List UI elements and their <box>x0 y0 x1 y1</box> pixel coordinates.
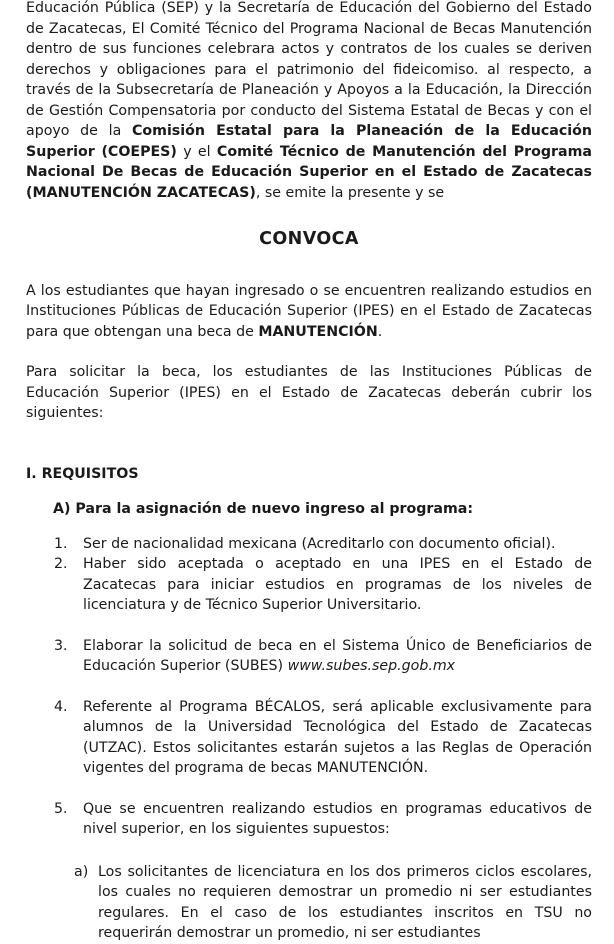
list-item <box>26 534 592 555</box>
list-item-text: Elaborar la solicitud de beca en el Sistema Único de Beneficiarios de Educación Superior (SUBES) <box>83 637 592 674</box>
intro-text-1: Educación Pública (SEP) y la Secretaría de Educación del Gobierno del Estado de Zacatecas, El Comité Técnico del Programa Nacional de Becas Manutención dentro de sus funciones celebrara actos y contratos de los cuales se deriven derechos y obligaciones para el patrimonio del fideicomiso. al respecto, a través de la Subsecretaría de Planeación y Apoyos a la Educación, la Dirección de Gestión Compensatoria por conducto del Sistema Estatal de Becas y con el apoyo de la <box>26 0 592 139</box>
sub-list-item <box>26 862 592 944</box>
sub-list-item-letter: a) <box>74 863 89 880</box>
list-item-number: 5. <box>54 800 68 817</box>
list-item <box>26 799 592 840</box>
convocation-end: . <box>377 323 383 340</box>
list-item-text: Referente al Programa BÉCALOS, será aplicable exclusivamente para alumnos de la Universidad Tecnológica del Estado de Zacatecas (UTZAC). Estos solicitantes estarán sujetos a las Reglas de Operación vigentes del programa de becas MANUTENCIÓN. <box>83 698 592 776</box>
intro-text-2: y el <box>176 143 217 160</box>
intro-text-3: , se emite la presente y se <box>255 184 445 201</box>
list-item-number: 4. <box>54 698 68 715</box>
list-item <box>26 697 592 779</box>
list-item <box>26 554 592 616</box>
sub-list-item-text: Los solicitantes de licenciatura en los dos primeros ciclos escolares, los cuales no requieren demostrar un promedio ni ser estudiantes regulares. En el caso de los estudiantes inscritos en TSU no requerirán demostrar un promedio, ni ser estudiantes <box>98 863 592 941</box>
list-item <box>26 636 592 677</box>
list-item-text: Haber sido aceptada o aceptado en una IPES en el Estado de Zacatecas para iniciar estudios en programas de los niveles de licenciatura y de Técnico Superior Universitario. <box>83 556 592 613</box>
list-item-number: 1. <box>54 535 68 552</box>
list-item-number: 3. <box>54 637 68 654</box>
document-page <box>26 0 592 944</box>
convoca-title: CONVOCA <box>259 229 359 249</box>
request-paragraph: Para solicitar la beca, los estudiantes de las Instituciones Públicas de Educación Superior (IPES) en el Estado de Zacatecas deberán cubrir los siguientes: <box>26 364 592 421</box>
list-item-text: Que se encuentren realizando estudios en programas educativos de nivel superior, en los siguientes supuestos: <box>83 800 592 837</box>
intro-bold-coepes: Comisión Estatal para la Planeación de la Educación Superior (COEPES) <box>26 123 592 160</box>
intro-paragraph <box>26 0 592 203</box>
intro-bold-comite: Comité Técnico de Manutención del Programa Nacional De Becas de Educación Superior en el Estado de Zacatecas (MANUTENCIÓN ZACATECAS) <box>26 143 592 201</box>
convocation-bold: MANUTENCIÓN <box>258 323 378 340</box>
convocation-text: A los estudiantes que hayan ingresado o se encuentren realizando estudios en Instituciones Públicas de Educación Superior (IPES) en el Estado de Zacatecas para que obtengan una beca de <box>26 282 592 340</box>
requirements-list <box>26 534 592 840</box>
list-item-text: Ser de nacionalidad mexicana (Acreditarlo con documento oficial). <box>83 535 556 552</box>
convocation-paragraph <box>26 281 592 343</box>
list-item-number: 2. <box>54 556 68 572</box>
section-heading: I. REQUISITOS <box>26 465 139 482</box>
subsection-heading: A) Para la asignación de nuevo ingreso al programa: <box>53 501 474 517</box>
subes-url: www.subes.sep.gob.mx <box>287 658 456 674</box>
